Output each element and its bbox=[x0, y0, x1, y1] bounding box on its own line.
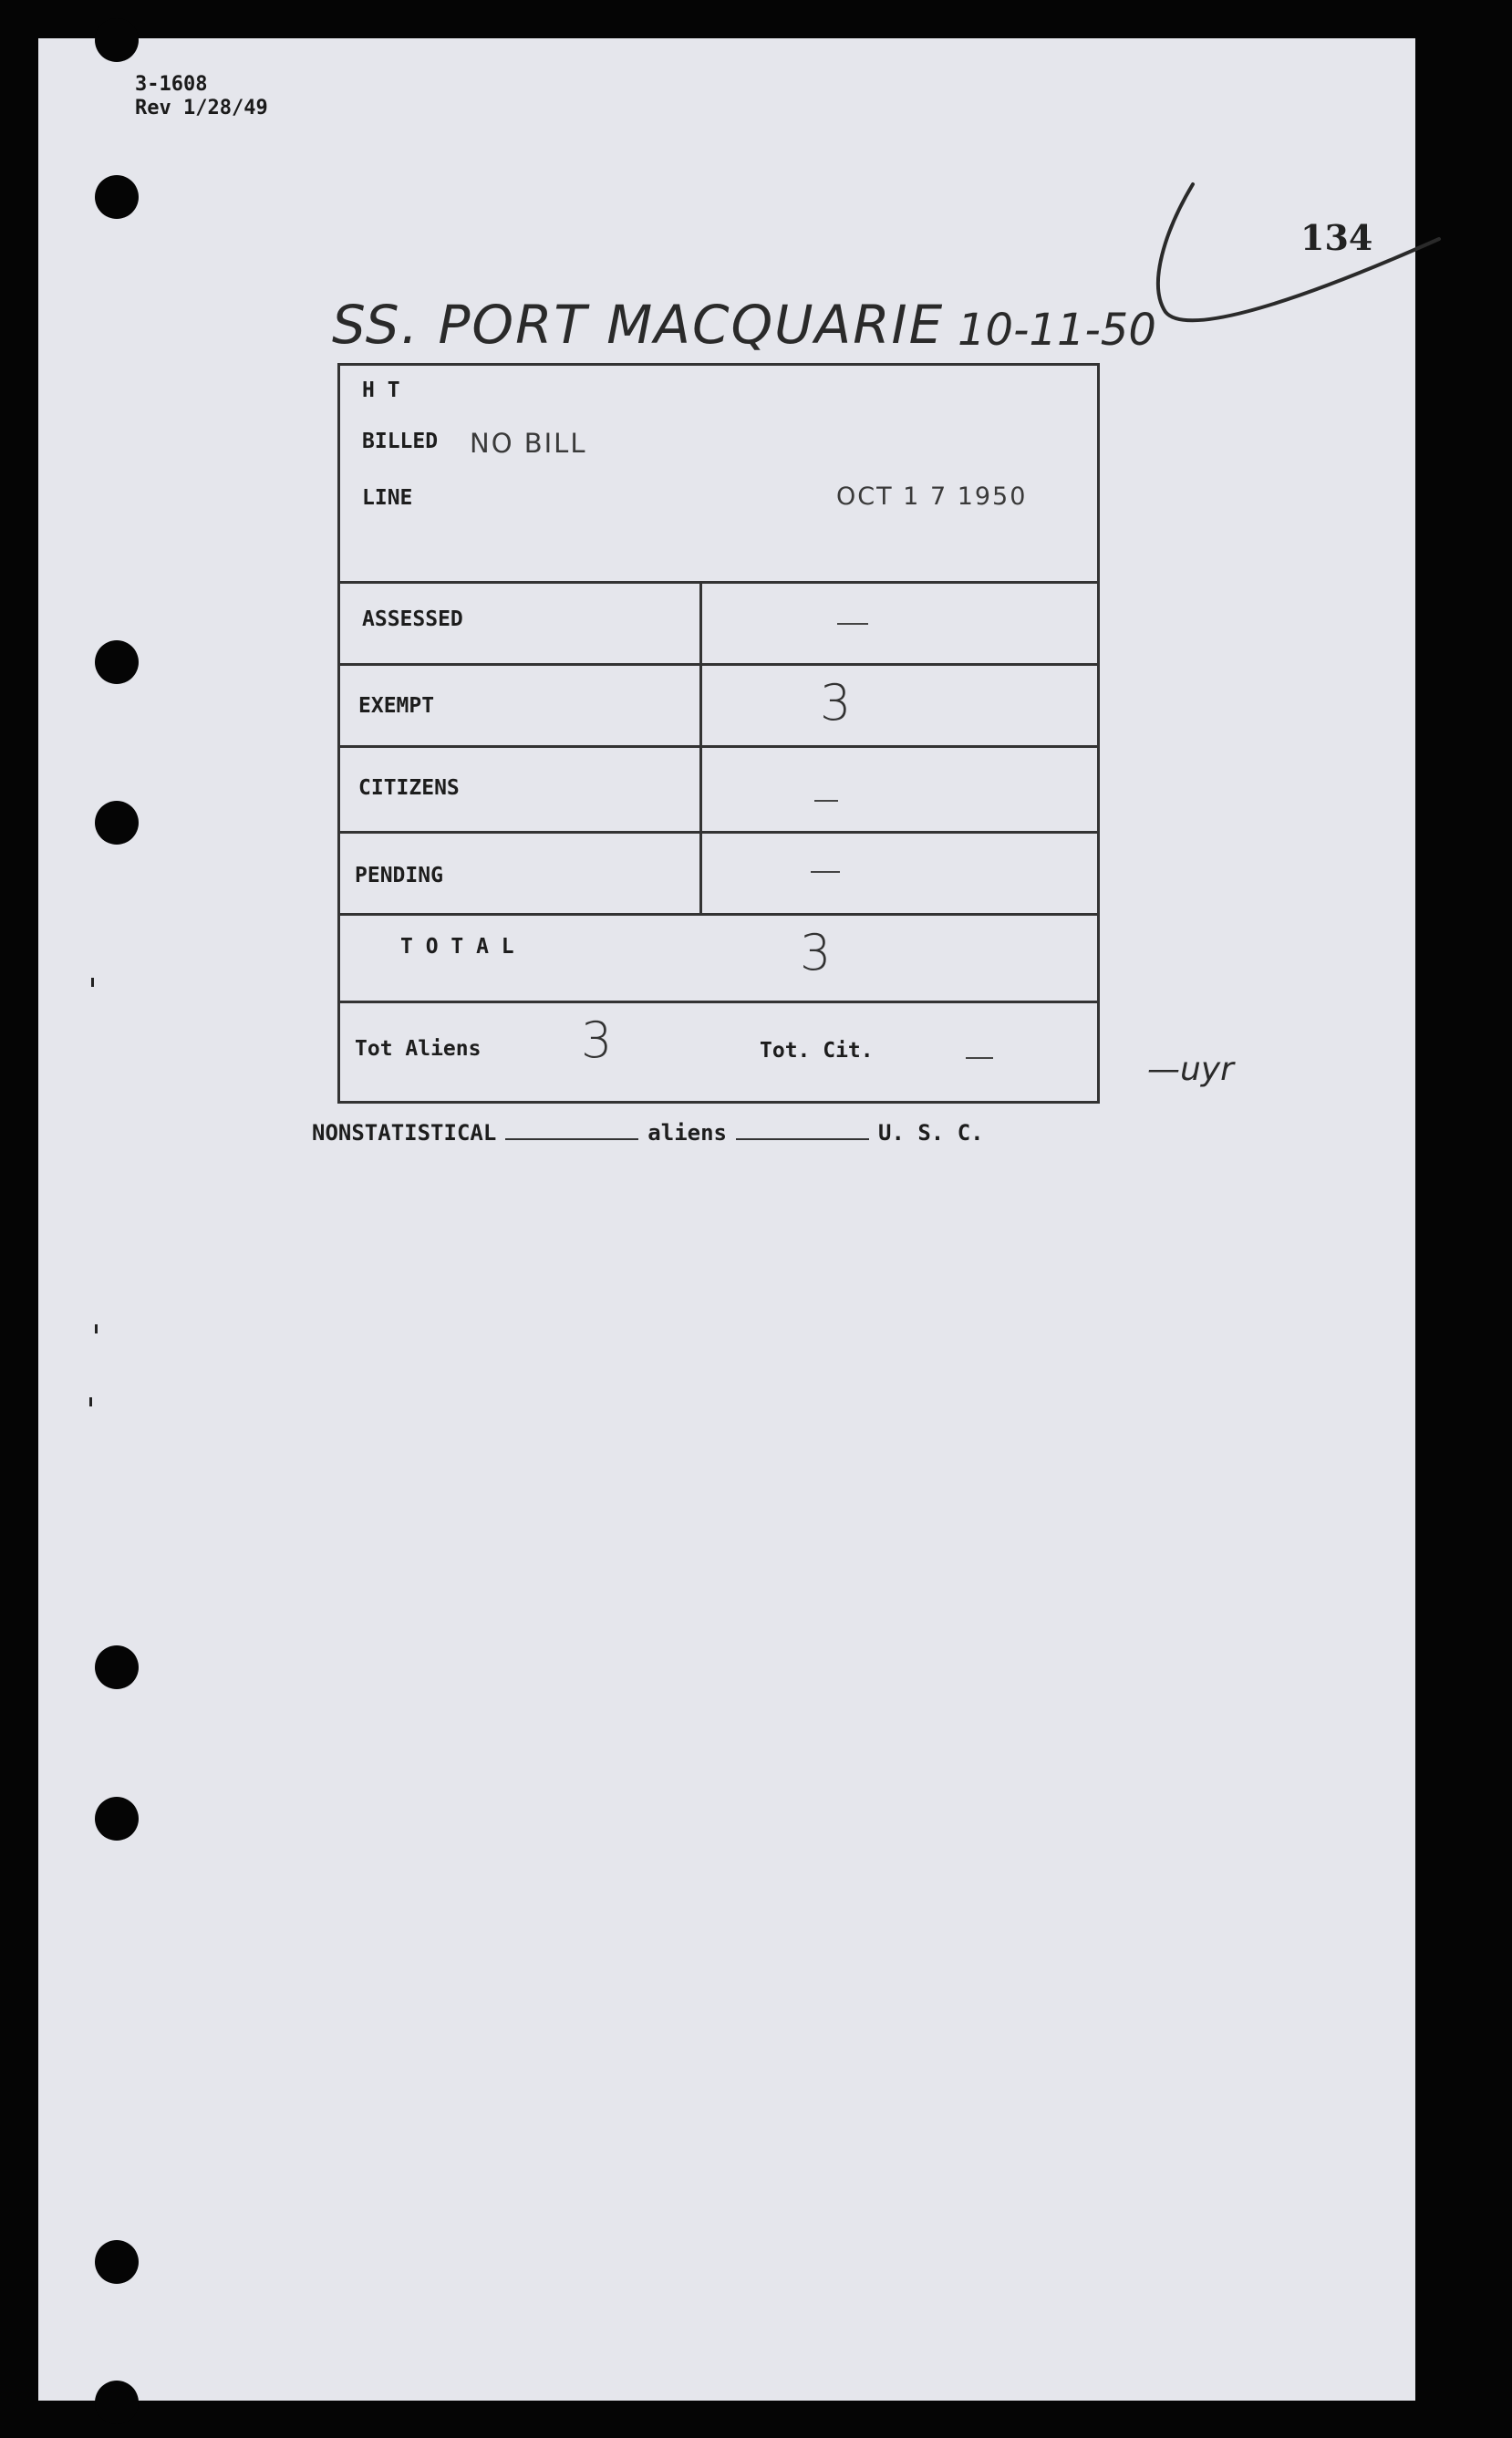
row-label-citizens: CITIZENS bbox=[358, 776, 460, 800]
punch-hole bbox=[95, 801, 139, 845]
row-value-assessed bbox=[837, 623, 868, 625]
tot-aliens-value: 3 bbox=[581, 1012, 613, 1069]
line-label: LINE bbox=[362, 486, 413, 510]
tot-cit-label: Tot. Cit. bbox=[760, 1039, 874, 1063]
tot-cit-value bbox=[966, 1057, 993, 1059]
divider bbox=[340, 663, 1097, 666]
divider bbox=[340, 1001, 1097, 1003]
aliens-blank bbox=[736, 1138, 869, 1140]
punch-hole bbox=[95, 640, 139, 684]
divider bbox=[340, 831, 1097, 834]
row-label-exempt: EXEMPT bbox=[358, 694, 435, 718]
row-label-assessed: ASSESSED bbox=[362, 607, 463, 631]
punch-hole bbox=[95, 2240, 139, 2284]
divider bbox=[340, 913, 1097, 916]
date-stamp: OCT 1 7 1950 bbox=[836, 482, 1028, 511]
punch-hole bbox=[95, 1645, 139, 1689]
ship-name: SS. PORT MACQUARIE bbox=[332, 294, 945, 356]
punch-hole bbox=[95, 2381, 139, 2424]
scan-speck bbox=[91, 978, 94, 987]
row-label-pending: PENDING bbox=[355, 864, 443, 887]
punch-hole bbox=[95, 1797, 139, 1841]
total-value: 3 bbox=[800, 924, 832, 981]
handwritten-initials: —uyr bbox=[1147, 1051, 1234, 1088]
form-code bbox=[135, 73, 268, 120]
punch-hole bbox=[95, 18, 139, 62]
form-revision: Rev 1/28/49 bbox=[135, 97, 268, 119]
row-value-exempt: 3 bbox=[820, 674, 852, 731]
total-label: T O T A L bbox=[400, 935, 514, 959]
scan-speck bbox=[95, 1324, 98, 1333]
nonstatistical-line bbox=[312, 1120, 984, 1146]
nonstatistical-blank bbox=[505, 1138, 638, 1140]
manifest-form bbox=[337, 363, 1100, 1104]
divider bbox=[340, 581, 1097, 584]
billed-label: BILLED bbox=[362, 430, 439, 453]
nonstatistical-label: NONSTATISTICAL bbox=[312, 1120, 497, 1146]
form-number: 3-1608 bbox=[135, 73, 208, 96]
no-bill-stamp: NO BILL bbox=[470, 428, 587, 459]
ship-date: 10-11-50 bbox=[958, 305, 1156, 356]
scan-speck bbox=[89, 1397, 92, 1406]
row-value-pending bbox=[811, 871, 840, 873]
ht-label: H T bbox=[362, 379, 400, 402]
row-value-citizens bbox=[814, 800, 838, 802]
document-page bbox=[38, 38, 1415, 2401]
usc-label: U. S. C. bbox=[878, 1120, 984, 1146]
page-number: 134 bbox=[1300, 217, 1373, 258]
punch-hole bbox=[95, 175, 139, 219]
divider bbox=[340, 745, 1097, 748]
checkmark-icon bbox=[1129, 175, 1457, 339]
tot-aliens-label: Tot Aliens bbox=[355, 1037, 482, 1061]
aliens-label: aliens bbox=[647, 1120, 727, 1146]
